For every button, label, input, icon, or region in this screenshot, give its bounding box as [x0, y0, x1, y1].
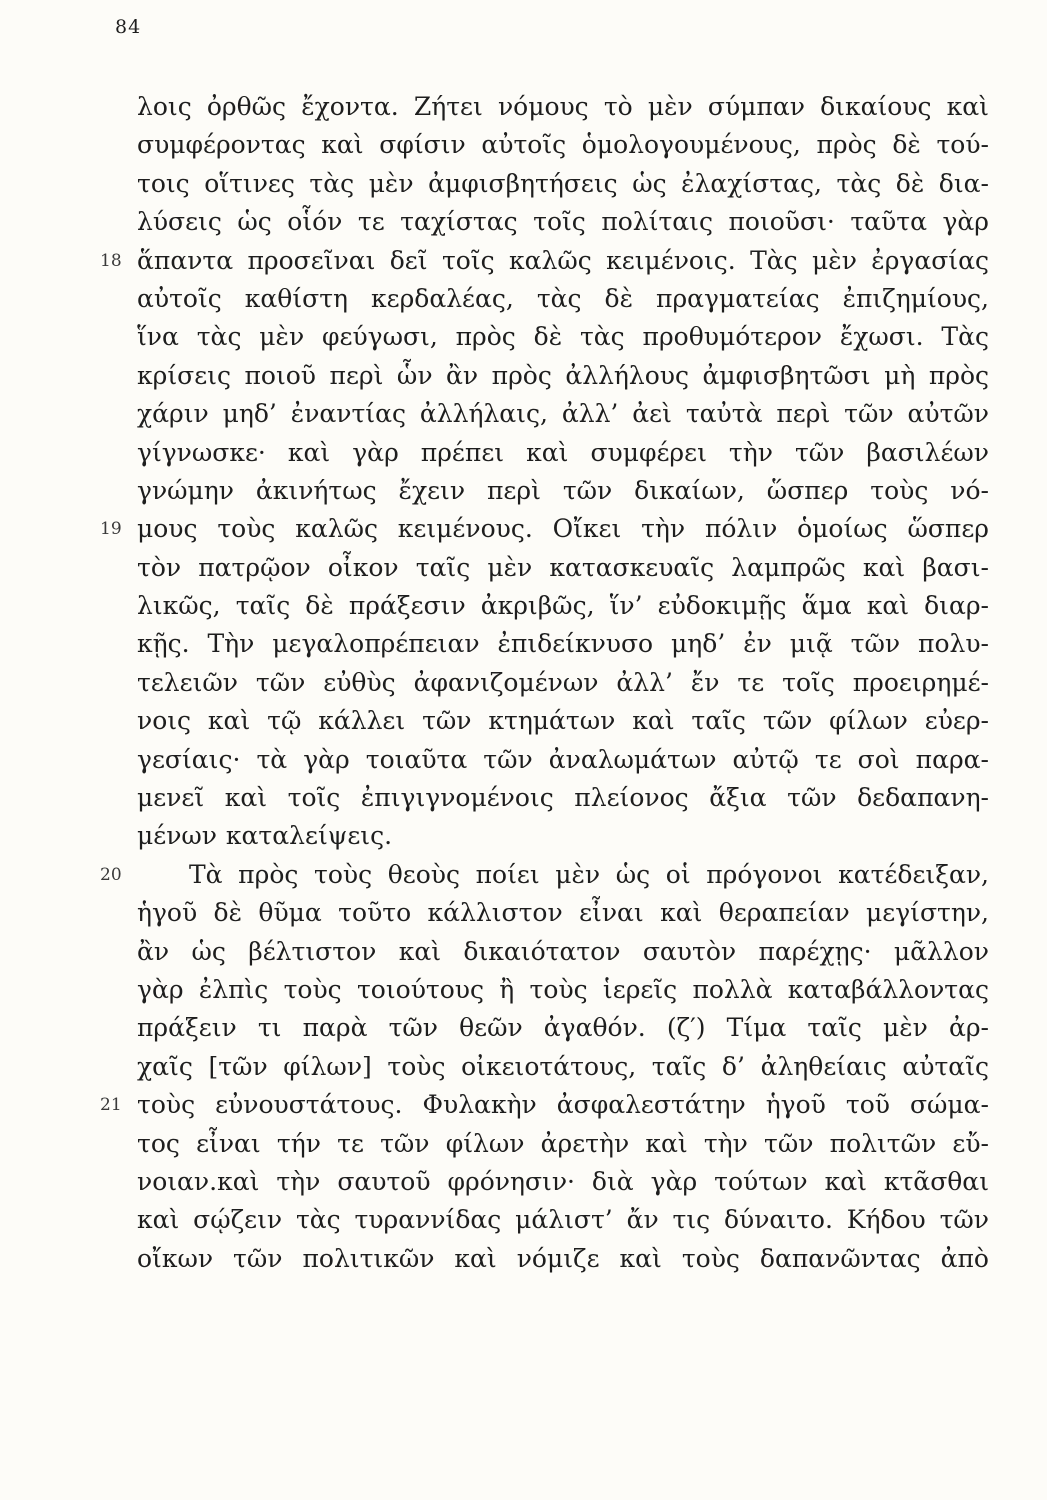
line-text: πράξειν τι παρὰ τῶν θεῶν ἀγαθόν. (ζ′) Τίμα ταῖς μὲν ἀρ- [137, 1013, 989, 1043]
text-line [137, 1240, 989, 1278]
text-line [137, 280, 989, 318]
text-line [137, 1201, 989, 1239]
text-line [137, 1125, 989, 1163]
text-line [137, 933, 989, 971]
line-text: ἅπαντα προσεῖναι δεῖ τοῖς καλῶς κειμένοις. Τὰς μὲν ἐργασίας [137, 245, 989, 275]
text-line [137, 625, 989, 663]
text-line [100, 242, 989, 280]
text-line [100, 856, 989, 894]
text-line [100, 1086, 989, 1124]
text-line [137, 702, 989, 740]
text-line [137, 165, 989, 203]
text-line [137, 472, 989, 510]
page-number: 84 [115, 16, 142, 38]
section-number: 20 [100, 864, 122, 885]
line-text: μένων καταλείψεις. [137, 821, 393, 851]
body-text [100, 88, 989, 1278]
line-text: καὶ σῴζειν τὰς τυραννίδας μάλιστ’ ἄν τις δύναιτο. Κήδου τῶν [137, 1205, 989, 1235]
text-line [137, 971, 989, 1009]
line-text: τελειῶν τῶν εὐθὺς ἀφανιζομένων ἀλλ’ ἔν τε τοῖς προειρημέ- [137, 667, 989, 697]
text-line [137, 126, 989, 164]
line-text: κῇς. Τὴν μεγαλοπρέπειαν ἐπιδείκνυσο μηδ’ ἐν μιᾷ τῶν πολυ- [137, 629, 989, 659]
line-text: γίγνωσκε· καὶ γὰρ πρέπει καὶ συμφέρει τὴν τῶν βασιλέων [137, 437, 989, 467]
line-text: Τὰ πρὸς τοὺς θεοὺς ποίει μὲν ὡς οἱ πρόγονοι κατέδειξαν, [189, 859, 989, 889]
line-text: λύσεις ὡς οἷόν τε ταχίστας τοῖς πολίταις ποιοῦσι· ταῦτα γὰρ [137, 207, 989, 237]
line-text: ἵνα τὰς μὲν φεύγωσι, πρὸς δὲ τὰς προθυμότερον ἔχωσι. Τὰς [137, 322, 989, 352]
line-text: χάριν μηδ’ ἐναντίας ἀλλήλαις, ἀλλ’ ἀεὶ ταὐτὰ περὶ τῶν αὐτῶν [137, 399, 989, 429]
text-line [137, 434, 989, 472]
line-text: τος εἶναι τήν τε τῶν φίλων ἀρετὴν καὶ τὴν τῶν πολιτῶν εὔ- [137, 1128, 989, 1158]
line-text: κρίσεις ποιοῦ περὶ ὧν ἂν πρὸς ἀλλήλους ἀμφισβητῶσι μὴ πρὸς [137, 360, 989, 390]
line-text: γνώμην ἀκινήτως ἔχειν περὶ τῶν δικαίων, ὥσπερ τοὺς νό- [137, 475, 989, 505]
text-line [137, 88, 989, 126]
text-line [100, 510, 989, 548]
text-line [137, 894, 989, 932]
line-text: γεσίαις· τὰ γὰρ τοιαῦτα τῶν ἀναλωμάτων αὐτῷ τε σοὶ παρα- [137, 744, 989, 774]
line-text: τοὺς εὐνουστάτους. Φυλακὴν ἀσφαλεστάτην ἡγοῦ τοῦ σώμα- [137, 1090, 989, 1120]
text-line [137, 1163, 989, 1201]
text-line [137, 549, 989, 587]
text-line [137, 741, 989, 779]
text-line [137, 357, 989, 395]
line-text: αὐτοῖς καθίστη κερδαλέας, τὰς δὲ πραγματείας ἐπιζημίους, [137, 283, 989, 313]
line-text: χαῖς [τῶν φίλων] τοὺς οἰκειοτάτους, ταῖς δ’ ἀληθείαις αὐταῖς [137, 1051, 989, 1081]
line-text: μενεῖ καὶ τοῖς ἐπιγιγνομένοις πλείονος ἄξια τῶν δεδαπανη- [137, 783, 989, 813]
text-line [137, 203, 989, 241]
line-text: τοις οἵτινες τὰς μὲν ἀμφισβητήσεις ὡς ἐλαχίστας, τὰς δὲ δια- [137, 168, 989, 198]
line-text: τὸν πατρῷον οἶκον ταῖς μὲν κατασκευαῖς λαμπρῶς καὶ βασι- [137, 552, 989, 582]
line-text: ἂν ὡς βέλτιστον καὶ δικαιότατον σαυτὸν παρέχῃς· μᾶλλον [137, 936, 989, 966]
text-line [137, 779, 989, 817]
text-line [137, 318, 989, 356]
line-text: γὰρ ἐλπὶς τοὺς τοιούτους ἢ τοὺς ἱερεῖς πολλὰ καταβάλλοντας [137, 974, 989, 1004]
text-line [137, 587, 989, 625]
text-line [137, 1009, 989, 1047]
text-line [137, 395, 989, 433]
line-text: μους τοὺς καλῶς κειμένους. Οἴκει τὴν πόλιν ὁμοίως ὥσπερ [137, 514, 989, 544]
line-text: οἴκων τῶν πολιτικῶν καὶ νόμιζε καὶ τοὺς δαπανῶντας ἀπὸ [137, 1243, 989, 1273]
section-number: 19 [100, 519, 122, 540]
line-text: νοιαν.καὶ τὴν σαυτοῦ φρόνησιν· διὰ γὰρ τούτων καὶ κτᾶσθαι [137, 1166, 989, 1196]
section-number: 18 [100, 250, 122, 271]
text-line [137, 817, 989, 855]
text-line [137, 664, 989, 702]
line-text: συμφέροντας καὶ σφίσιν αὐτοῖς ὁμολογουμένους, πρὸς δὲ τού- [137, 130, 989, 160]
section-number: 21 [100, 1095, 122, 1116]
line-text: λοις ὀρθῶς ἔχοντα. Ζήτει νόμους τὸ μὲν σύμπαν δικαίους καὶ [137, 92, 989, 121]
text-line [137, 1048, 989, 1086]
line-text: νοις καὶ τῷ κάλλει τῶν κτημάτων καὶ ταῖς τῶν φίλων εὐερ- [137, 706, 989, 736]
line-text: λικῶς, ταῖς δὲ πράξεσιν ἀκριβῶς, ἵν’ εὐδοκιμῇς ἅμα καὶ διαρ- [137, 591, 989, 621]
line-text: ἡγοῦ δὲ θῦμα τοῦτο κάλλιστον εἶναι καὶ θεραπείαν μεγίστην, [137, 898, 989, 928]
